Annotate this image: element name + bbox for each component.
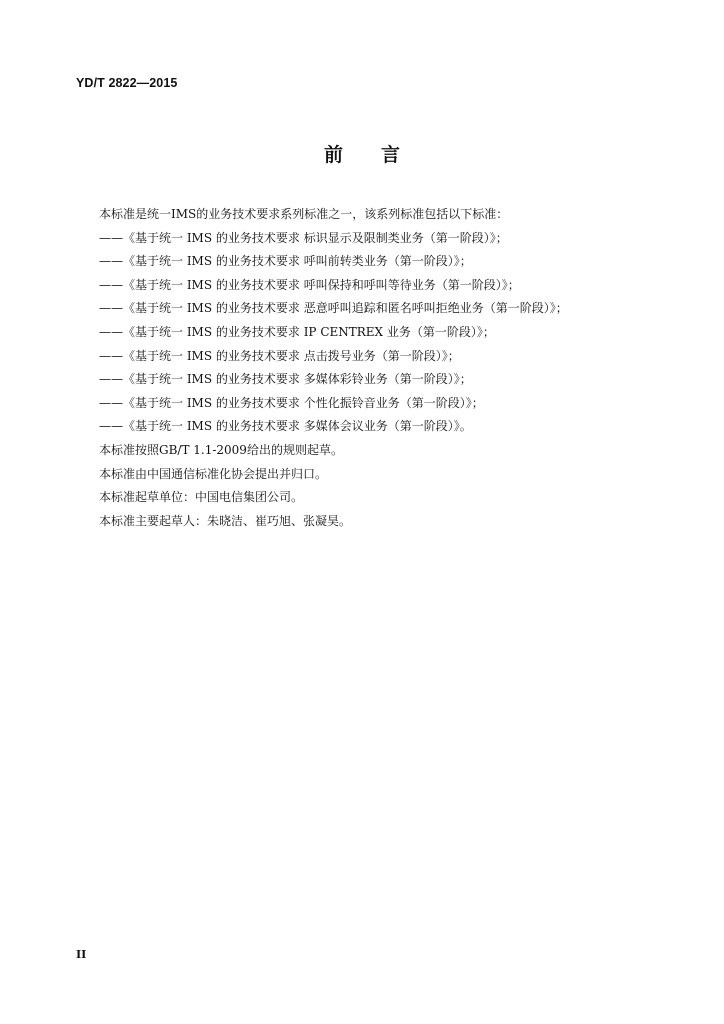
title-char-2: 言 (381, 144, 401, 166)
standard-list-item: ——《基于统一 IMS 的业务技术要求 多媒体会议业务（第一阶段）》。 (99, 419, 472, 434)
document-code: YD/T 2822—2015 (76, 76, 178, 90)
standard-list-item: ——《基于统一 IMS 的业务技术要求 IP CENTREX 业务（第一阶段）》； (99, 324, 495, 339)
page-number: II (76, 948, 87, 961)
page-title (0, 140, 724, 167)
foreword-line: 本标准是统一IMS的业务技术要求系列标准之一，该系列标准包括以下标准： (99, 207, 509, 221)
standard-list-item: ——《基于统一 IMS 的业务技术要求 恶意呼叫追踪和匿名呼叫拒绝业务（第一阶段）》； (99, 301, 568, 316)
standard-list-item: ——《基于统一 IMS 的业务技术要求 点击拨号业务（第一阶段）》； (99, 348, 460, 363)
standard-list-item: ——《基于统一 IMS 的业务技术要求 呼叫保持和呼叫等待业务（第一阶段）》； (99, 277, 520, 292)
title-char-1: 前 (323, 144, 343, 166)
foreword-body (99, 203, 679, 533)
standard-list-item: ——《基于统一 IMS 的业务技术要求 呼叫前转类业务（第一阶段）》； (99, 254, 472, 269)
drafting-unit-statement: 本标准起草单位：中国电信集团公司。 (99, 490, 304, 505)
drafters-statement: 本标准主要起草人：朱晓洁、崔巧旭、张凝昊。 (99, 513, 352, 528)
standard-list-item: ——《基于统一 IMS 的业务技术要求 标识显示及限制类业务（第一阶段）》； (99, 230, 508, 245)
standard-list-item: ——《基于统一 IMS 的业务技术要求 个性化振铃音业务（第一阶段）》； (99, 395, 484, 410)
standard-list-item: ——《基于统一 IMS 的业务技术要求 多媒体彩铃业务（第一阶段）》； (99, 372, 472, 387)
drafting-rules-statement: 本标准按照GB/T 1.1-2009给出的规则起草。 (99, 442, 343, 457)
proposer-statement: 本标准由中国通信标准化协会提出并归口。 (99, 466, 328, 481)
